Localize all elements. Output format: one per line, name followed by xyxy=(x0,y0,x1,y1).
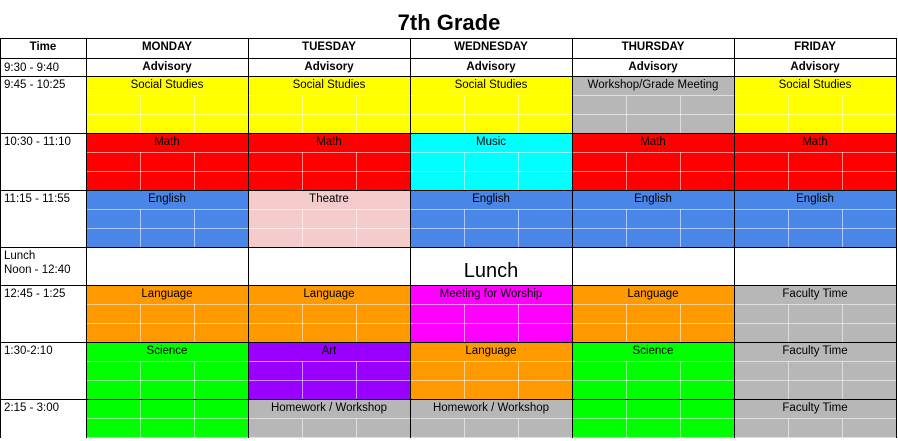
class-label: Social Studies xyxy=(454,79,528,91)
cell-gridline xyxy=(356,304,357,342)
cell-gridline xyxy=(788,361,789,399)
cell-gridline xyxy=(248,380,410,381)
cell-gridline xyxy=(302,418,303,438)
cell-gridline xyxy=(734,228,896,229)
cell-gridline xyxy=(734,380,896,381)
cell-gridline xyxy=(86,152,248,153)
day-header: THURSDAY xyxy=(621,41,685,53)
time-header: Time xyxy=(29,41,57,53)
cell-gridline xyxy=(140,95,141,133)
class-block xyxy=(734,76,896,133)
class-block xyxy=(572,342,734,438)
cell-gridline xyxy=(572,418,734,419)
cell-gridline xyxy=(626,152,627,190)
cell-gridline xyxy=(626,304,627,342)
cell-gridline xyxy=(86,171,248,172)
class-label: Social Studies xyxy=(130,79,204,91)
class-label: Faculty Time xyxy=(782,402,848,414)
class-label: Science xyxy=(146,345,188,357)
class-block xyxy=(248,285,410,342)
cell-gridline xyxy=(626,209,627,247)
cell-gridline xyxy=(626,95,627,133)
cell-gridline xyxy=(572,361,734,362)
class-label: Workshop/Grade Meeting xyxy=(587,79,719,91)
cell-gridline xyxy=(572,152,734,153)
cell-gridline xyxy=(572,228,734,229)
advisory-cell: Advisory xyxy=(628,61,678,73)
class-block xyxy=(734,285,896,342)
cell-gridline xyxy=(410,418,572,419)
advisory-cell: Advisory xyxy=(304,61,354,73)
class-block xyxy=(734,190,896,247)
cell-gridline xyxy=(734,209,896,210)
class-block xyxy=(572,190,734,247)
cell-gridline xyxy=(248,323,410,324)
class-block xyxy=(86,285,248,342)
class-block xyxy=(248,133,410,190)
cell-gridline xyxy=(572,380,734,381)
cell-gridline xyxy=(734,171,896,172)
grid-border xyxy=(248,38,249,438)
cell-gridline xyxy=(356,152,357,190)
cell-gridline xyxy=(572,171,734,172)
class-label: Homework / Workshop xyxy=(270,402,388,414)
cell-gridline xyxy=(464,304,465,342)
cell-gridline xyxy=(410,323,572,324)
time-label: Lunch Noon - 12:40 xyxy=(4,250,71,276)
cell-gridline xyxy=(410,95,572,96)
cell-gridline xyxy=(464,152,465,190)
day-header: TUESDAY xyxy=(302,41,356,53)
cell-gridline xyxy=(248,228,410,229)
class-label: Language xyxy=(465,345,517,357)
cell-gridline xyxy=(572,437,734,438)
class-block xyxy=(410,342,572,399)
time-label: 9:30 - 9:40 xyxy=(4,62,59,74)
class-label: Language xyxy=(303,288,355,300)
cell-gridline xyxy=(410,114,572,115)
class-block xyxy=(86,342,248,438)
class-block xyxy=(248,399,410,438)
grid-border xyxy=(0,38,1,438)
cell-gridline xyxy=(356,361,357,399)
cell-gridline xyxy=(842,304,843,342)
cell-gridline xyxy=(248,437,410,438)
class-block xyxy=(410,76,572,133)
class-block xyxy=(572,133,734,190)
class-block xyxy=(734,399,896,438)
cell-gridline xyxy=(86,418,248,419)
cell-gridline xyxy=(410,361,572,362)
time-label: 10:30 - 11:10 xyxy=(4,136,71,148)
cell-gridline xyxy=(410,171,572,172)
cell-gridline xyxy=(410,228,572,229)
cell-gridline xyxy=(302,304,303,342)
cell-gridline xyxy=(140,304,141,342)
class-block xyxy=(248,190,410,247)
grid-border xyxy=(0,342,896,343)
cell-gridline xyxy=(842,152,843,190)
class-label: English xyxy=(634,193,672,205)
class-block xyxy=(572,285,734,342)
class-label: Language xyxy=(141,288,193,300)
cell-gridline xyxy=(518,304,519,342)
cell-gridline xyxy=(842,418,843,438)
cell-gridline xyxy=(86,304,248,305)
class-label: Language xyxy=(627,288,679,300)
grid-border xyxy=(0,133,896,134)
day-header: WEDNESDAY xyxy=(454,41,528,53)
cell-gridline xyxy=(842,361,843,399)
class-block xyxy=(734,342,896,399)
grid-border xyxy=(734,38,735,438)
grid-border xyxy=(0,247,896,248)
cell-gridline xyxy=(734,361,896,362)
cell-gridline xyxy=(518,418,519,438)
class-block xyxy=(572,76,734,133)
cell-gridline xyxy=(572,114,734,115)
grid-border xyxy=(0,58,896,59)
grid-border xyxy=(572,38,573,438)
cell-gridline xyxy=(842,209,843,247)
cell-gridline xyxy=(356,95,357,133)
cell-gridline xyxy=(194,209,195,247)
class-label: Math xyxy=(802,136,828,148)
cell-gridline xyxy=(842,95,843,133)
cell-gridline xyxy=(140,152,141,190)
cell-gridline xyxy=(410,209,572,210)
grid-border xyxy=(86,38,87,438)
cell-gridline xyxy=(194,304,195,342)
advisory-cell: Advisory xyxy=(790,61,840,73)
cell-gridline xyxy=(140,209,141,247)
sheet-title: 7th Grade xyxy=(397,10,501,35)
lunch-banner: Lunch xyxy=(463,260,519,282)
cell-gridline xyxy=(788,304,789,342)
class-block xyxy=(248,76,410,133)
class-label: Homework / Workshop xyxy=(432,402,550,414)
class-block xyxy=(86,133,248,190)
advisory-cell: Advisory xyxy=(142,61,192,73)
cell-gridline xyxy=(464,361,465,399)
grid-border xyxy=(0,76,896,77)
class-block xyxy=(248,342,410,399)
cell-gridline xyxy=(356,209,357,247)
class-block xyxy=(86,190,248,247)
grid-border xyxy=(0,285,896,286)
grid-border xyxy=(0,399,896,400)
cell-gridline xyxy=(518,209,519,247)
class-block xyxy=(734,133,896,190)
cell-gridline xyxy=(680,152,681,190)
class-label: Meeting for Worship xyxy=(439,288,543,300)
day-header: MONDAY xyxy=(141,41,193,53)
class-block xyxy=(410,190,572,247)
class-label: Music xyxy=(475,136,507,148)
cell-gridline xyxy=(86,437,248,438)
class-label: Math xyxy=(316,136,342,148)
class-block xyxy=(410,399,572,438)
class-label: English xyxy=(472,193,510,205)
cell-gridline xyxy=(248,95,410,96)
cell-gridline xyxy=(680,209,681,247)
cell-gridline xyxy=(248,361,410,362)
time-label: 11:15 - 11:55 xyxy=(4,193,71,205)
cell-gridline xyxy=(410,437,572,438)
cell-gridline xyxy=(86,323,248,324)
cell-gridline xyxy=(464,418,465,438)
cell-gridline xyxy=(248,418,410,419)
cell-gridline xyxy=(410,152,572,153)
cell-gridline xyxy=(248,304,410,305)
cell-gridline xyxy=(86,380,248,381)
cell-gridline xyxy=(194,95,195,133)
class-block xyxy=(86,76,248,133)
cell-gridline xyxy=(302,152,303,190)
cell-gridline xyxy=(86,209,248,210)
cell-gridline xyxy=(572,323,734,324)
grid-border xyxy=(896,38,897,438)
cell-gridline xyxy=(734,95,896,96)
cell-gridline xyxy=(734,323,896,324)
grid-border xyxy=(410,38,411,438)
cell-gridline xyxy=(410,380,572,381)
time-label: 1:30-2:10 xyxy=(4,345,53,357)
cell-gridline xyxy=(680,304,681,342)
cell-gridline xyxy=(518,361,519,399)
cell-gridline xyxy=(302,361,303,399)
cell-gridline xyxy=(86,228,248,229)
cell-gridline xyxy=(86,114,248,115)
cell-gridline xyxy=(734,114,896,115)
cell-gridline xyxy=(680,95,681,133)
class-label: English xyxy=(148,193,186,205)
day-header: FRIDAY xyxy=(794,41,836,53)
cell-gridline xyxy=(248,152,410,153)
class-label: Theatre xyxy=(309,193,349,205)
cell-gridline xyxy=(734,418,896,419)
cell-gridline xyxy=(302,209,303,247)
class-label: Art xyxy=(321,345,337,357)
cell-gridline xyxy=(302,95,303,133)
cell-gridline xyxy=(518,95,519,133)
class-label: Science xyxy=(632,345,674,357)
grid-border xyxy=(0,38,896,39)
class-label: English xyxy=(796,193,834,205)
cell-gridline xyxy=(86,95,248,96)
class-label: Social Studies xyxy=(778,79,852,91)
class-label: Social Studies xyxy=(292,79,366,91)
cell-gridline xyxy=(788,209,789,247)
cell-gridline xyxy=(572,209,734,210)
cell-gridline xyxy=(248,114,410,115)
cell-gridline xyxy=(86,361,248,362)
time-label: 12:45 - 1:25 xyxy=(4,288,66,300)
cell-gridline xyxy=(356,418,357,438)
advisory-cell: Advisory xyxy=(466,61,516,73)
class-block xyxy=(410,285,572,342)
cell-gridline xyxy=(410,304,572,305)
cell-gridline xyxy=(518,152,519,190)
cell-gridline xyxy=(194,152,195,190)
cell-gridline xyxy=(788,418,789,438)
cell-gridline xyxy=(464,95,465,133)
cell-gridline xyxy=(572,95,734,96)
cell-gridline xyxy=(248,209,410,210)
time-label: 2:15 - 3:00 xyxy=(4,402,59,414)
cell-gridline xyxy=(788,95,789,133)
class-label: Math xyxy=(640,136,666,148)
cell-gridline xyxy=(734,437,896,438)
time-label: 9:45 - 10:25 xyxy=(4,79,66,91)
cell-gridline xyxy=(464,209,465,247)
cell-gridline xyxy=(572,304,734,305)
class-label: Math xyxy=(154,136,180,148)
class-label: Faculty Time xyxy=(782,345,848,357)
cell-gridline xyxy=(734,152,896,153)
class-label: Faculty Time xyxy=(782,288,848,300)
grid-border xyxy=(0,190,896,191)
cell-gridline xyxy=(248,171,410,172)
cell-gridline xyxy=(734,304,896,305)
class-block xyxy=(410,133,572,190)
cell-gridline xyxy=(788,152,789,190)
